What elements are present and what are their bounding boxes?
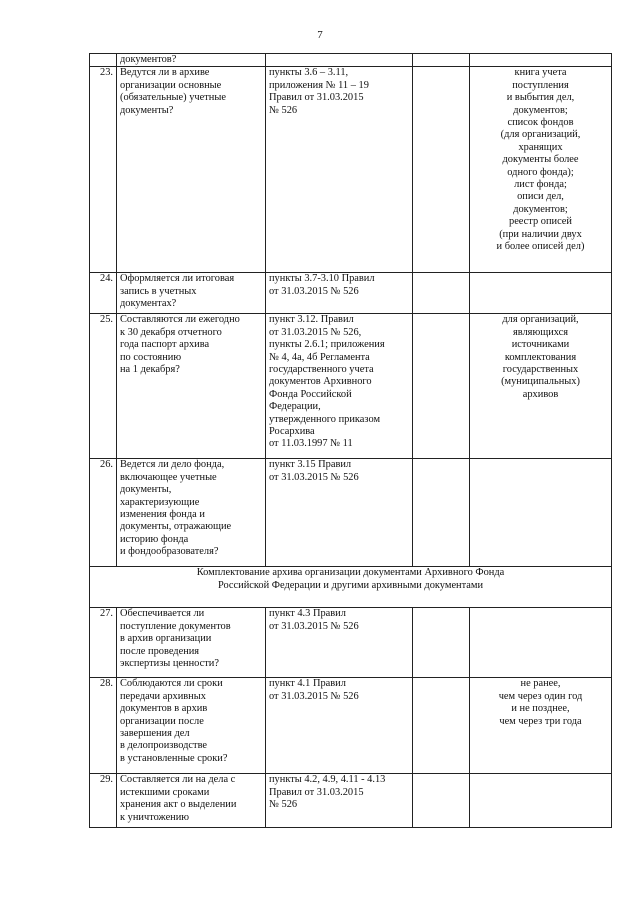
- note-cell: [470, 459, 612, 567]
- table-row: [90, 459, 612, 567]
- answer-cell: [413, 459, 470, 567]
- question-cell: Составляется ли на дела с истекшими сроками хранения акт о выделении к уничтожению: [117, 774, 266, 828]
- legal-basis-cell: пункт 3.12. Правил от 31.03.2015 № 526, пункты 2.6.1; приложения № 4, 4а, 4б Регламента государственного учета документов Архивного Фонда Российской Федерации, утвержденного приказом Росархива от 11.03.1997 № 11: [266, 314, 413, 459]
- answer-cell: [413, 54, 470, 67]
- question-cell: Соблюдаются ли сроки передачи архивных документов в архив организации после завершения дел в делопроизводстве в установленные сроки?: [117, 678, 266, 774]
- legal-basis-cell: пункт 4.3 Правил от 31.03.2015 № 526: [266, 608, 413, 678]
- note-cell: [470, 273, 612, 314]
- page-number: 7: [317, 29, 323, 41]
- note-cell: книга учета поступления и выбытия дел, документов; список фондов (для организаций, хранящих документы более одного фонда); лист фонда; описи дел, документов; реестр описей (при наличии двух и более описей дел): [470, 67, 612, 273]
- legal-basis-cell: пункт 3.15 Правил от 31.03.2015 № 526: [266, 459, 413, 567]
- section-heading: Комплектование архива организации документами Архивного Фонда Российской Федерации и другими архивными документами: [90, 567, 612, 608]
- row-number: 27.: [90, 608, 117, 678]
- answer-cell: [413, 608, 470, 678]
- note-cell: [470, 54, 612, 67]
- legal-basis-cell: пункты 3.7-3.10 Правил от 31.03.2015 № 526: [266, 273, 413, 314]
- table-row: [90, 54, 612, 67]
- question-cell: Обеспечивается ли поступление документов в архив организации после проведения экспертизы ценности?: [117, 608, 266, 678]
- table-row: [90, 678, 612, 774]
- note-cell: для организаций, являющихся источниками комплектования государственных (муниципальных) архивов: [470, 314, 612, 459]
- row-number: 29.: [90, 774, 117, 828]
- legal-basis-cell: пункт 4.1 Правил от 31.03.2015 № 526: [266, 678, 413, 774]
- row-number: [90, 54, 117, 67]
- legal-basis-cell: пункты 4.2, 4.9, 4.11 - 4.13 Правил от 31.03.2015 № 526: [266, 774, 413, 828]
- answer-cell: [413, 678, 470, 774]
- question-cell: Составляются ли ежегодно к 30 декабря отчетного года паспорт архива по состоянию на 1 декабря?: [117, 314, 266, 459]
- row-number: 25.: [90, 314, 117, 459]
- table-row: [90, 314, 612, 459]
- note-cell: [470, 774, 612, 828]
- answer-cell: [413, 314, 470, 459]
- legal-basis-cell: пункты 3.6 – 3.11, приложения № 11 – 19 Правил от 31.03.2015 № 526: [266, 67, 413, 273]
- checklist-table: [89, 53, 612, 828]
- row-number: 23.: [90, 67, 117, 273]
- question-cell: документов?: [117, 54, 266, 67]
- answer-cell: [413, 774, 470, 828]
- row-number: 24.: [90, 273, 117, 314]
- note-cell: [470, 608, 612, 678]
- table-row: [90, 608, 612, 678]
- question-cell: Ведется ли дело фонда, включающее учетные документы, характеризующие изменения фонда и документы, отражающие историю фонда и фондообразователя?: [117, 459, 266, 567]
- legal-basis-cell: [266, 54, 413, 67]
- row-number: 28.: [90, 678, 117, 774]
- answer-cell: [413, 273, 470, 314]
- table-row: [90, 67, 612, 273]
- section-row: [90, 567, 612, 608]
- question-cell: Ведутся ли в архиве организации основные (обязательные) учетные документы?: [117, 67, 266, 273]
- table-row: [90, 774, 612, 828]
- table-row: [90, 273, 612, 314]
- question-cell: Оформляется ли итоговая запись в учетных документах?: [117, 273, 266, 314]
- note-cell: не ранее, чем через один год и не позднее, чем через три года: [470, 678, 612, 774]
- row-number: 26.: [90, 459, 117, 567]
- answer-cell: [413, 67, 470, 273]
